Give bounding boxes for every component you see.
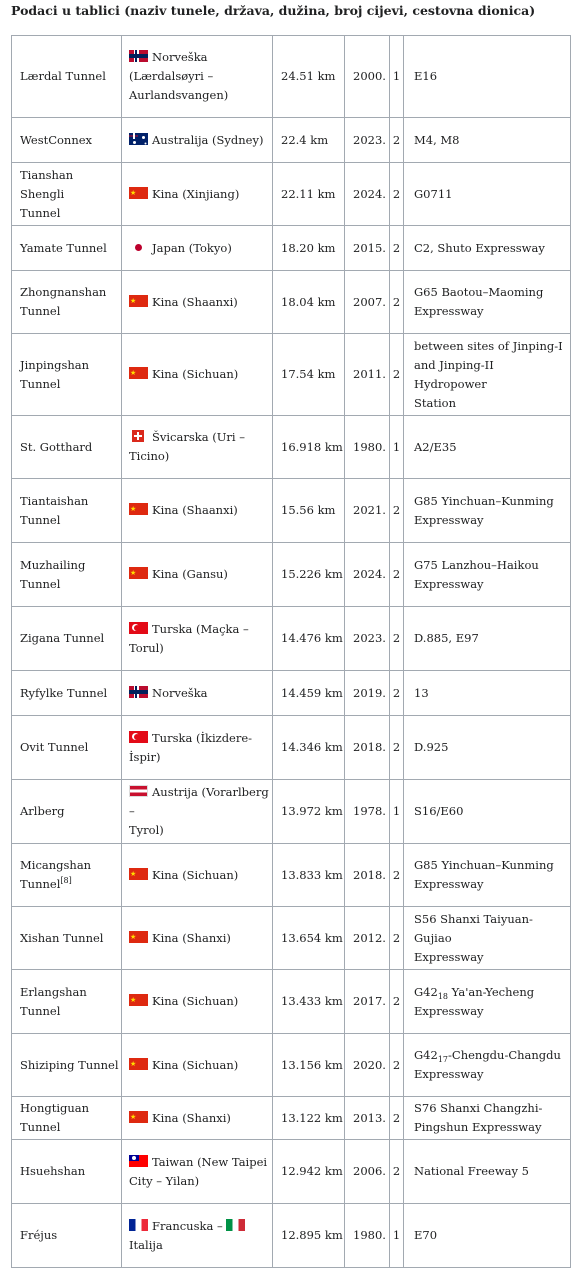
tunnel-name: Micangshan Tunnel[8]	[12, 844, 122, 907]
tunnel-tubes: 2	[390, 671, 404, 716]
table-row	[12, 1140, 571, 1204]
tunnel-tubes: 2	[390, 271, 404, 334]
china-flag-icon	[129, 295, 148, 307]
tunnel-year: 2015.	[345, 226, 390, 271]
china-flag-icon	[129, 931, 148, 943]
china-flag-icon	[129, 367, 148, 379]
tunnel-name: Yamate Tunnel	[12, 226, 122, 271]
tunnel-year: 2020.	[345, 1034, 390, 1097]
tunnel-road: E16	[404, 36, 571, 118]
australia-flag-icon	[129, 133, 148, 145]
norway-flag-icon	[129, 50, 148, 62]
tunnel-name: Shiziping Tunnel	[12, 1034, 122, 1097]
taiwan-flag-icon	[129, 1155, 148, 1167]
tunnel-country: Norveška (Lærdalsøyri – Aurlandsvangen)	[122, 36, 273, 118]
tunnels-table	[11, 35, 571, 1268]
tunnel-name: Zigana Tunnel	[12, 607, 122, 671]
tunnel-year: 2018.	[345, 844, 390, 907]
italy-flag-icon	[226, 1219, 245, 1231]
tunnel-country: Australija (Sydney)	[122, 118, 273, 163]
tunnel-length: 12.942 km	[273, 1140, 345, 1204]
tunnel-road: S56 Shanxi Taiyuan-Gujiao Expressway	[404, 907, 571, 970]
tunnel-road: D.925	[404, 716, 571, 780]
tunnel-year: 2011.	[345, 334, 390, 416]
tunnel-country: Švicarska (Uri – Ticino)	[122, 416, 273, 479]
tunnel-year: 2000.	[345, 36, 390, 118]
tunnel-year: 2012.	[345, 907, 390, 970]
tunnel-name: WestConnex	[12, 118, 122, 163]
table-row	[12, 543, 571, 607]
tunnel-tubes: 2	[390, 226, 404, 271]
tunnel-length: 17.54 km	[273, 334, 345, 416]
tunnel-name: Hsuehshan	[12, 1140, 122, 1204]
tunnel-road: G85 Yinchuan–Kunming Expressway	[404, 844, 571, 907]
tunnel-year: 2024.	[345, 543, 390, 607]
tunnel-name: St. Gotthard	[12, 416, 122, 479]
tunnel-name: Arlberg	[12, 780, 122, 844]
table-row	[12, 716, 571, 780]
france-flag-icon	[129, 1219, 148, 1231]
tunnel-country: Japan (Tokyo)	[122, 226, 273, 271]
table-row	[12, 1034, 571, 1097]
tunnel-name: Ovit Tunnel	[12, 716, 122, 780]
tunnel-length: 24.51 km	[273, 36, 345, 118]
tunnel-tubes: 2	[390, 607, 404, 671]
tunnel-road: S16/E60	[404, 780, 571, 844]
tunnel-road: $G42_{18}$ Ya'an-Yecheng Expressway	[404, 970, 571, 1034]
tunnel-length: 13.122 km	[273, 1097, 345, 1140]
table-row	[12, 118, 571, 163]
table-row	[12, 970, 571, 1034]
tunnel-road: National Freeway 5	[404, 1140, 571, 1204]
tunnel-year: 2013.	[345, 1097, 390, 1140]
austria-flag-icon	[129, 785, 148, 797]
tunnel-name: Erlangshan Tunnel	[12, 970, 122, 1034]
tunnel-name: Lærdal Tunnel	[12, 36, 122, 118]
turkey-flag-icon	[129, 731, 148, 743]
tunnel-country: ★Kina (Sichuan)	[122, 334, 273, 416]
japan-flag-icon	[129, 241, 148, 253]
china-flag-icon	[129, 1111, 148, 1123]
table-row	[12, 907, 571, 970]
china-flag-icon	[129, 187, 148, 199]
china-flag-icon	[129, 1058, 148, 1070]
tunnel-tubes: 2	[390, 1140, 404, 1204]
tunnel-country: ★Kina (Shaanxi)	[122, 271, 273, 334]
tunnel-tubes: 2	[390, 1034, 404, 1097]
table-row	[12, 1097, 571, 1140]
tunnel-road: A2/E35	[404, 416, 571, 479]
tunnel-year: 2024.	[345, 163, 390, 226]
china-flag-icon	[129, 567, 148, 579]
tunnel-year: 1980.	[345, 1204, 390, 1268]
tunnel-road: E70	[404, 1204, 571, 1268]
tunnel-year: 2023.	[345, 607, 390, 671]
tunnel-road: G0711	[404, 163, 571, 226]
tunnel-year: 2007.	[345, 271, 390, 334]
tunnel-country: ★Kina (Shanxi)	[122, 1097, 273, 1140]
tunnel-length: 15.56 km	[273, 479, 345, 543]
tunnel-length: 14.476 km	[273, 607, 345, 671]
table-row	[12, 416, 571, 479]
table-row	[12, 1204, 571, 1268]
tunnel-year: 2021.	[345, 479, 390, 543]
tunnel-year: 1980.	[345, 416, 390, 479]
tunnel-road: C2, Shuto Expressway	[404, 226, 571, 271]
china-flag-icon	[129, 994, 148, 1006]
tunnel-tubes: 2	[390, 543, 404, 607]
tunnel-year: 2018.	[345, 716, 390, 780]
tunnel-tubes: 2	[390, 970, 404, 1034]
tunnel-tubes: 1	[390, 1204, 404, 1268]
table-row	[12, 163, 571, 226]
tunnel-country: ★Kina (Gansu)	[122, 543, 273, 607]
tunnel-name: Muzhailing Tunnel	[12, 543, 122, 607]
tunnel-country: ★Kina (Xinjiang)	[122, 163, 273, 226]
table-row	[12, 780, 571, 844]
tunnel-tubes: 2	[390, 1097, 404, 1140]
tunnel-length: 18.04 km	[273, 271, 345, 334]
tunnel-length: 13.433 km	[273, 970, 345, 1034]
tunnel-tubes: 2	[390, 907, 404, 970]
table-caption: Podaci u tablici (naziv tunele, država, dužina, broj cijevi, cestovna dionica)	[11, 3, 536, 18]
tunnel-name: Jinpingshan Tunnel	[12, 334, 122, 416]
tunnel-tubes: 2	[390, 334, 404, 416]
tunnel-length: 14.459 km	[273, 671, 345, 716]
tunnel-name: Fréjus	[12, 1204, 122, 1268]
tunnel-road: between sites of Jinping-I and Jinping-II Hydropower Station	[404, 334, 571, 416]
tunnel-length: 18.20 km	[273, 226, 345, 271]
tunnel-length: 13.972 km	[273, 780, 345, 844]
tunnel-tubes: 1	[390, 36, 404, 118]
tunnel-country: ★ Kina (Sichuan)	[122, 1034, 273, 1097]
tunnel-country: ★Kina (Sichuan)	[122, 970, 273, 1034]
tunnel-length: 13.156 km	[273, 1034, 345, 1097]
tunnel-country: Francuska – Italija	[122, 1204, 273, 1268]
tunnel-name: Tianshan Shengli Tunnel	[12, 163, 122, 226]
tunnel-length: 16.918 km	[273, 416, 345, 479]
tunnel-country: Turska (İkizdere- İspir)	[122, 716, 273, 780]
tunnel-country: Turska (Maçka – Torul)	[122, 607, 273, 671]
tunnel-name: Hongtiguan Tunnel	[12, 1097, 122, 1140]
tunnel-length: 15.226 km	[273, 543, 345, 607]
tunnel-country: ★ Kina (Sichuan)	[122, 844, 273, 907]
tunnel-length: 22.4 km	[273, 118, 345, 163]
tunnel-length: 14.346 km	[273, 716, 345, 780]
table-row	[12, 271, 571, 334]
tunnel-road: G85 Yinchuan–Kunming Expressway	[404, 479, 571, 543]
tunnel-country: Norveška	[122, 671, 273, 716]
tunnel-tubes: 2	[390, 716, 404, 780]
tunnel-year: 2023.	[345, 118, 390, 163]
tunnel-tubes: 1	[390, 780, 404, 844]
tunnel-length: 13.654 km	[273, 907, 345, 970]
tunnel-length: 22.11 km	[273, 163, 345, 226]
turkey-flag-icon	[129, 622, 148, 634]
tunnel-road: 13	[404, 671, 571, 716]
tunnel-country: Taiwan (New Taipei City – Yilan)	[122, 1140, 273, 1204]
china-flag-icon	[129, 868, 148, 880]
tunnel-name: Tiantaishan Tunnel	[12, 479, 122, 543]
tunnel-country: ★Kina (Shaanxi)	[122, 479, 273, 543]
tunnel-year: 1978.	[345, 780, 390, 844]
table-row	[12, 334, 571, 416]
table-row	[12, 671, 571, 716]
table-row	[12, 844, 571, 907]
table-row	[12, 607, 571, 671]
tunnel-tubes: 2	[390, 844, 404, 907]
tunnel-name: Ryfylke Tunnel	[12, 671, 122, 716]
tunnel-name: Zhongnanshan Tunnel	[12, 271, 122, 334]
tunnel-road: S76 Shanxi Changzhi- Pingshun Expressway	[404, 1097, 571, 1140]
tunnel-road: G75 Lanzhou–Haikou Expressway	[404, 543, 571, 607]
tunnel-road: G65 Baotou–Maoming Expressway	[404, 271, 571, 334]
reference-link[interactable]: [8]	[60, 876, 72, 885]
switzerland-flag-icon	[132, 430, 144, 442]
tunnel-tubes: 2	[390, 479, 404, 543]
tunnel-name: Xishan Tunnel	[12, 907, 122, 970]
tunnel-country: Austrija (Vorarlberg – Tyrol)	[122, 780, 273, 844]
table-row	[12, 226, 571, 271]
tunnel-tubes: 2	[390, 118, 404, 163]
tunnel-country: ★ Kina (Shanxi)	[122, 907, 273, 970]
table-row	[12, 479, 571, 543]
tunnel-tubes: 1	[390, 416, 404, 479]
tunnel-year: 2006.	[345, 1140, 390, 1204]
tunnel-length: 12.895 km	[273, 1204, 345, 1268]
tunnel-length: 13.833 km	[273, 844, 345, 907]
china-flag-icon	[129, 503, 148, 515]
table-row	[12, 36, 571, 118]
tunnel-road: D.885, E97	[404, 607, 571, 671]
norway-flag-icon	[129, 686, 148, 698]
tunnel-year: 2019.	[345, 671, 390, 716]
tunnel-tubes: 2	[390, 163, 404, 226]
tunnel-year: 2017.	[345, 970, 390, 1034]
tunnel-road: M4, M8	[404, 118, 571, 163]
tunnel-road: $G42_{17}-Chengdu$-Changdu Expressway	[404, 1034, 571, 1097]
